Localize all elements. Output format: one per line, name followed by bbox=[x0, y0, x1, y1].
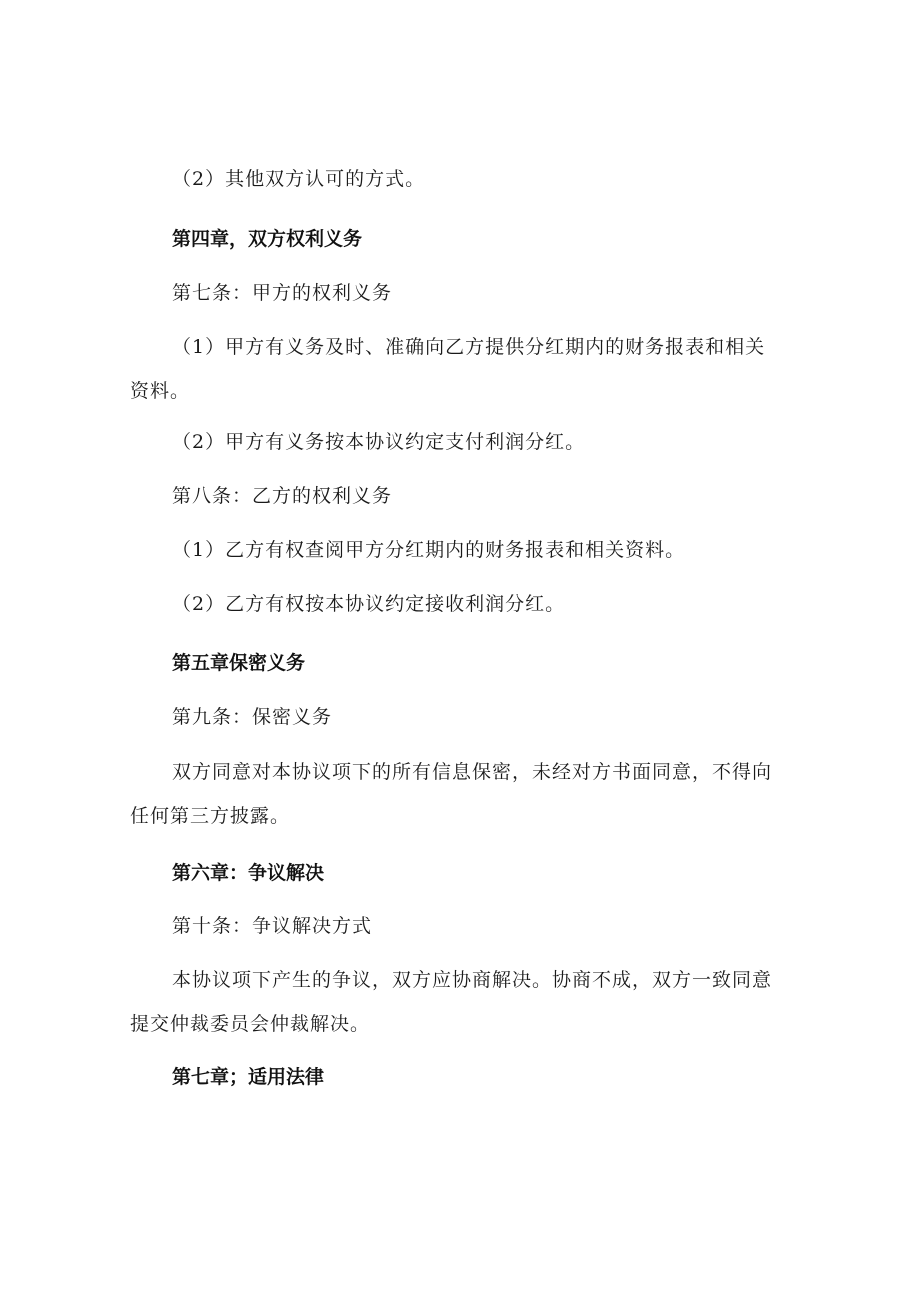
clause-item-party-b-review: （1）乙方有权查阅甲方分红期内的财务报表和相关资料。 bbox=[172, 539, 686, 561]
clause-item-party-a-payment: （2）甲方有义务按本协议约定支付利润分红。 bbox=[172, 431, 586, 453]
chapter-heading-confidentiality: 第五章保密义务 bbox=[172, 652, 306, 674]
chapter-heading-rights-obligations: 第四章，双方权利义务 bbox=[172, 228, 363, 250]
article-heading-party-a: 第七条：甲方的权利义务 bbox=[172, 282, 393, 304]
paragraph-dispute-resolution: 本协议项下产生的争议，双方应协商解决。协商不成，双方一致同意提交仲裁委员会仲裁解决。 bbox=[130, 969, 773, 1035]
clause-item-party-b-receive: （2）乙方有权按本协议约定接收利润分红。 bbox=[172, 593, 566, 615]
chapter-heading-dispute-resolution: 第六章：争议解决 bbox=[172, 862, 325, 884]
chapter-heading-applicable-law: 第七章；适用法律 bbox=[172, 1066, 325, 1088]
article-heading-confidentiality: 第九条：保密义务 bbox=[172, 706, 333, 728]
clause-item-party-a-reports: （1）甲方有义务及时、准确向乙方提供分红期内的财务报表和相关资料。 bbox=[130, 336, 766, 402]
paragraph-confidentiality: 双方同意对本协议项下的所有信息保密，未经对方书面同意，不得向任何第三方披露。 bbox=[130, 761, 773, 827]
article-heading-party-b: 第八条：乙方的权利义务 bbox=[172, 485, 393, 507]
article-heading-dispute-method: 第十条：争议解决方式 bbox=[172, 915, 373, 937]
clause-item-other-methods: （2）其他双方认可的方式。 bbox=[172, 168, 426, 190]
